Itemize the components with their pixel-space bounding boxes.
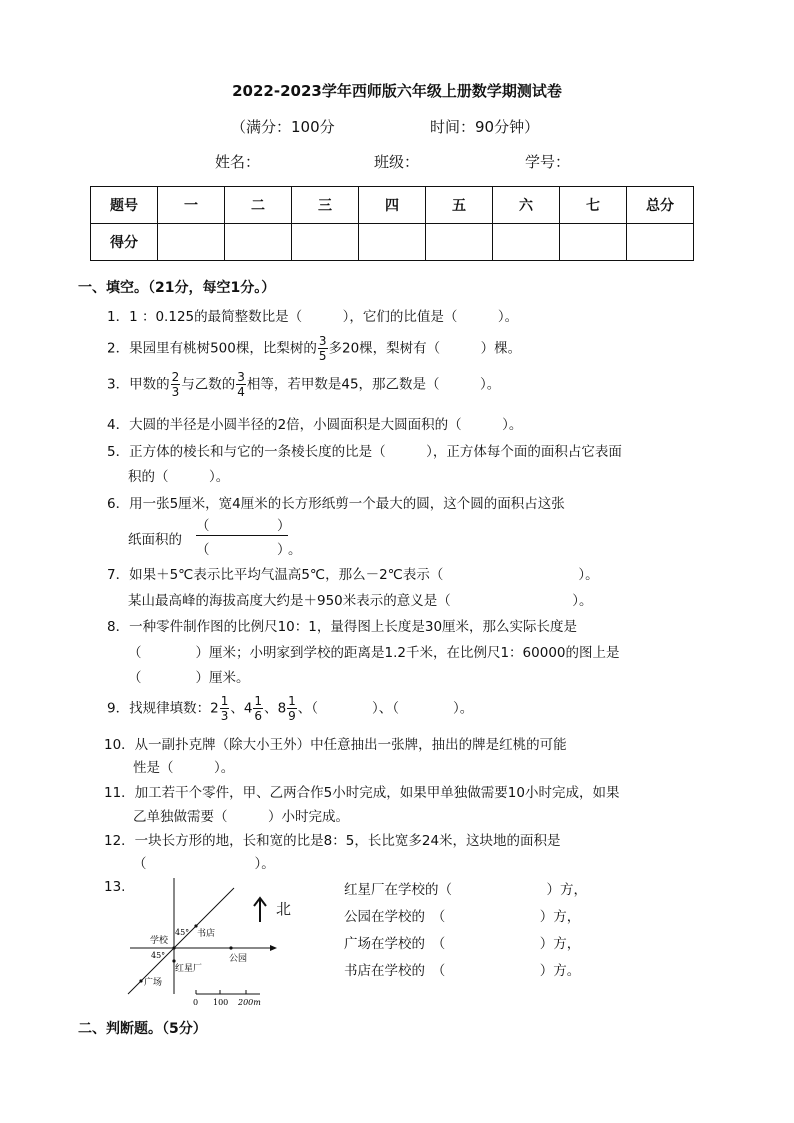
score-table-score-row [91, 224, 694, 261]
question-1: 1．1 ：0.125的最简整数比是（ ），它们的比值是（ ）。 [107, 309, 519, 325]
fraction [236, 370, 246, 399]
question-11-line-2: 乙单独做需要（ ）小时完成。 [133, 809, 349, 825]
factory-label: 红星厂 [175, 964, 203, 974]
header-cell: 总分 [627, 187, 694, 224]
angle-label-bottom: 45° [151, 951, 166, 960]
fraction-den: （ ） [196, 542, 291, 558]
name-label: 姓名： [215, 153, 261, 171]
separator: 、 [230, 700, 244, 717]
class-label: 班级： [374, 153, 420, 171]
question-13-line-4: 书店在学校的 （ ）方。 [344, 963, 581, 979]
header-cell: 七 [560, 187, 627, 224]
q2-text-a: 2．果园里有桃树500棵，比梨树的 [107, 340, 317, 357]
question-13-line-3: 广场在学校的 （ ）方， [344, 936, 581, 952]
question-5-line-2: 积的（ ）。 [128, 469, 230, 485]
question-10-line-2: 性是（ ）。 [133, 760, 235, 776]
fraction [171, 370, 181, 399]
mixed-number [244, 694, 264, 723]
question-13-line-2: 公园在学校的 （ ）方， [344, 909, 581, 925]
whole: 8 [277, 700, 287, 717]
scale-label-0: 0 [193, 998, 199, 1007]
fraction-num: 2 [171, 370, 180, 384]
q9-text-a: 9．找规律填数： [107, 700, 211, 717]
score-cell[interactable] [627, 224, 694, 261]
score-cell[interactable] [359, 224, 426, 261]
fraction-num: （ ） [196, 518, 291, 534]
exam-time: 时间：90分钟） [430, 118, 540, 136]
scale-label-100: 100 [213, 998, 229, 1007]
header-cell: 四 [359, 187, 426, 224]
question-12-line-1: 12．一块长方形的地，长和宽的比是8：5，长比宽多24米，这块地的面积是 [104, 833, 561, 849]
park-label: 公园 [229, 954, 248, 964]
question-11-line-1: 11．加工若干个零件，甲、乙两合作5小时完成，如果甲单独做需要10小时完成，如果 [104, 785, 620, 801]
question-8-line-1: 8．一种零件制作图的比例尺10：1，量得图上长度是30厘米，那么实际长度是 [107, 619, 578, 635]
q9-text-b: 、（ ）、（ ）。 [297, 700, 474, 717]
question-6-line-1: 6．用一张5厘米，宽4厘米的长方形纸剪一个最大的圆，这个圆的面积占这张 [107, 496, 565, 512]
score-cell[interactable] [158, 224, 225, 261]
fraction [220, 694, 230, 723]
score-cell[interactable] [493, 224, 560, 261]
page-title: 2022-2023学年西师版六年级上册数学期测试卷 [232, 82, 562, 100]
section1-heading: 一、填空。（21分，每空1分。） [78, 280, 276, 296]
axis-arrow [270, 945, 277, 951]
fraction-den: 5 [318, 349, 327, 363]
header-cell: 六 [493, 187, 560, 224]
fraction-den: 3 [220, 709, 229, 723]
question-4: 4．大圆的半径是小圆半径的2倍，小圆面积是大圆面积的（ ）。 [107, 417, 523, 433]
school-label: 学校 [150, 936, 169, 946]
q3-text-b: 与乙数的 [181, 376, 236, 393]
header-cell: 二 [225, 187, 292, 224]
score-cell[interactable] [426, 224, 493, 261]
q6-period: 。 [288, 542, 302, 558]
section2-heading: 二、判断题。（5分） [78, 1021, 207, 1037]
question-13-label: 13. [104, 879, 126, 895]
question-12-line-2: （ ）。 [133, 856, 275, 872]
whole: 2 [210, 700, 219, 717]
header-cell: 一 [158, 187, 225, 224]
question-2 [107, 334, 521, 363]
score-row-label: 得分 [91, 224, 158, 261]
fraction-den: 6 [254, 709, 263, 723]
question-9 [107, 694, 473, 723]
question-3 [107, 370, 500, 399]
fraction-num: 3 [318, 334, 327, 348]
angle-label-top: 45° [175, 928, 190, 937]
square-label: 广场 [144, 978, 163, 988]
question-8-line-2: （ ）厘米；小明家到学校的距离是1.2千米，在比例尺1：60000的图上是 [128, 645, 620, 661]
fraction-den: 3 [171, 385, 180, 399]
fraction-num: 1 [288, 694, 296, 708]
fraction-den: 9 [288, 709, 296, 723]
question-6-line-2: 纸面积的 [128, 532, 182, 548]
header-cell: 三 [292, 187, 359, 224]
fraction-num: 1 [220, 694, 229, 708]
score-table [90, 186, 694, 261]
question-13-line-1: 红星厂在学校的（ ）方， [344, 882, 587, 898]
north-arrow-icon [253, 895, 267, 923]
question-5-line-1: 5．正方体的棱长和与它的一条棱长度的比是（ ），正方体每个面的面积占它表面 [107, 444, 622, 460]
north-label: 北 [276, 900, 292, 918]
question-10-line-1: 10．从一副扑克牌（除大小王外）中任意抽出一张牌，抽出的牌是红桃的可能 [104, 737, 567, 753]
fraction-bar [196, 535, 288, 536]
question-8-line-3: （ ）厘米。 [128, 670, 250, 686]
park-point [229, 946, 232, 949]
score-cell[interactable] [292, 224, 359, 261]
bookstore-point [194, 924, 197, 927]
factory-point [172, 959, 175, 962]
full-score: （满分：100分 [231, 118, 335, 136]
direction-map [120, 872, 300, 1008]
fraction [318, 334, 328, 363]
q2-text-b: 多20棵，梨树有（ ）棵。 [328, 340, 522, 357]
bookstore-label: 书店 [197, 929, 216, 939]
q3-text-a: 3．甲数的 [107, 376, 170, 393]
mixed-number [278, 694, 298, 723]
fraction-den: 4 [237, 385, 245, 399]
square-point [139, 979, 142, 982]
scale-label-200: 200m [238, 998, 261, 1007]
whole: 4 [243, 700, 253, 717]
fraction-num: 1 [254, 694, 263, 708]
score-table-header-row [91, 187, 694, 224]
score-cell[interactable] [560, 224, 627, 261]
fraction [287, 694, 297, 723]
school-point [172, 946, 175, 949]
separator: 、 [264, 700, 278, 717]
student-id-label: 学号： [525, 153, 571, 171]
mixed-number [210, 694, 230, 723]
header-cell: 题号 [91, 187, 158, 224]
question-7-line-2: 某山最高峰的海拔高度大约是＋950米表示的意义是（ ）。 [128, 593, 593, 609]
fraction-num: 3 [237, 370, 245, 384]
header-cell: 五 [426, 187, 493, 224]
score-cell[interactable] [225, 224, 292, 261]
fraction [253, 694, 263, 723]
question-7-line-1: 7．如果＋5℃表示比平均气温高5℃，那么－2℃表示（ ）。 [107, 567, 599, 583]
q3-text-c: 相等，若甲数是45，那乙数是（ ）。 [246, 376, 501, 393]
